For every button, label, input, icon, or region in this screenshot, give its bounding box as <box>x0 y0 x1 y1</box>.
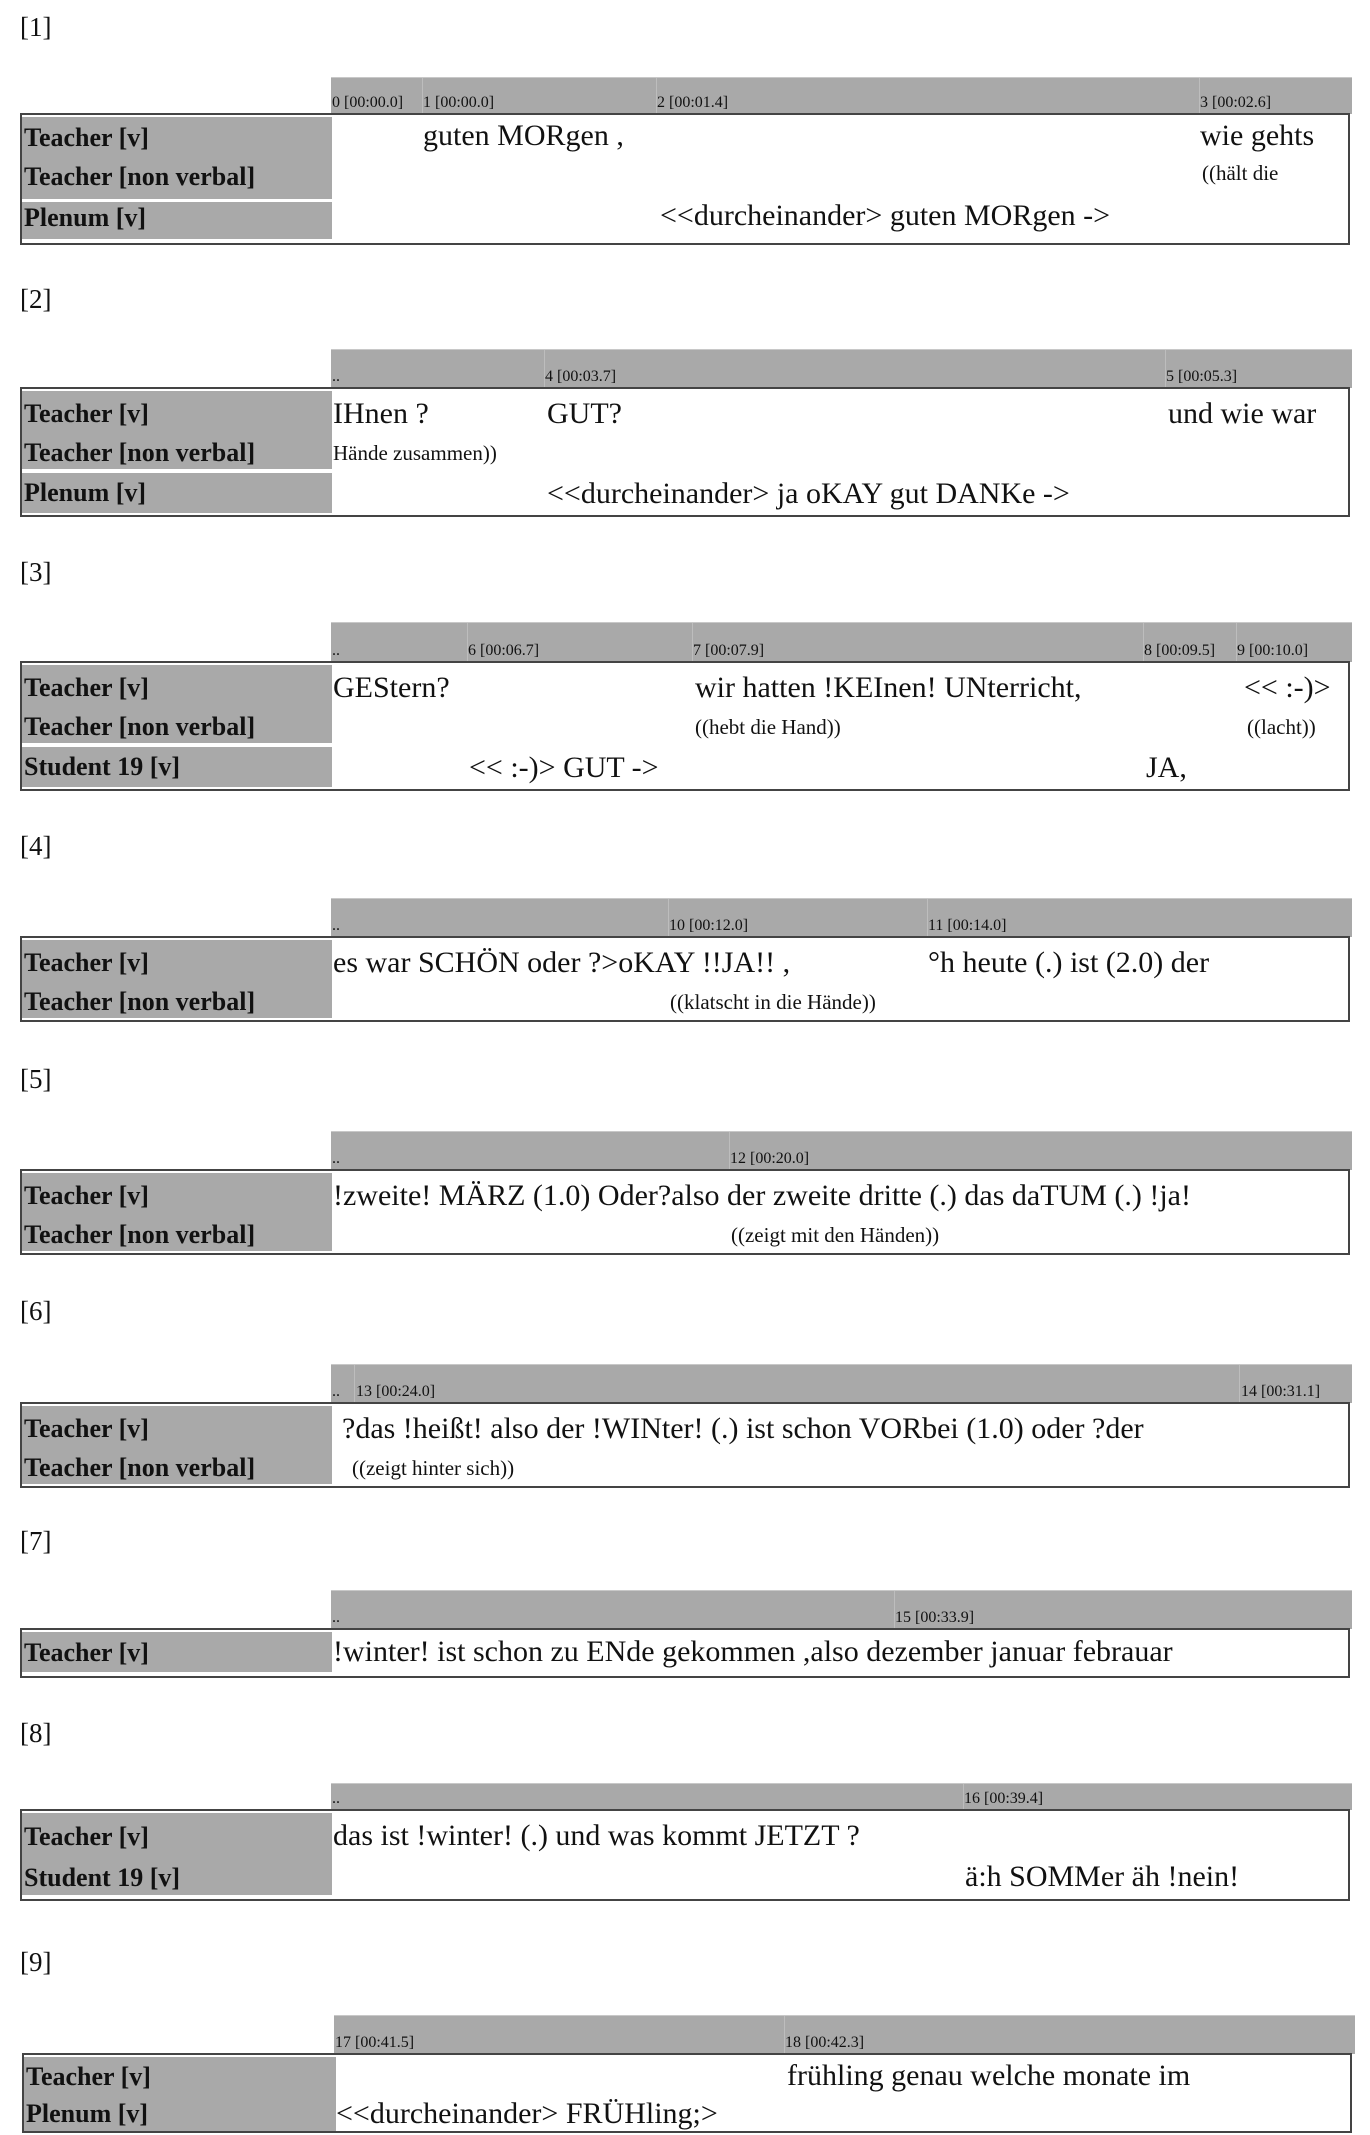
tier-label: Plenum [v] <box>24 478 147 507</box>
tier-label: Teacher [non verbal] <box>24 438 256 467</box>
timeline-header <box>331 1590 1352 1629</box>
timeline-tick: 13 [00:24.0] <box>356 1383 436 1400</box>
nonverbal-event: ((klatscht in die Hände)) <box>670 990 876 1014</box>
timeline-tick: 7 [00:07.9] <box>693 642 765 659</box>
segment-number: [9] <box>20 1947 52 1977</box>
timeline-tick: 9 [00:10.0] <box>1237 642 1309 659</box>
verbal-event: das ist !winter! (.) und was kommt JETZT ? <box>333 1819 860 1852</box>
timeline-tick: .. <box>332 1609 340 1626</box>
timeline-header <box>331 349 1352 388</box>
verbal-event: !zweite! MÄRZ (1.0) Oder?also der zweite dritte (.) das daTUM (.) !ja! <box>333 1179 1191 1212</box>
tier-label: Teacher [v] <box>26 2062 151 2091</box>
partitur-block <box>22 2053 1352 2133</box>
nonverbal-event: ((hält die <box>1202 161 1279 185</box>
segment-number: [2] <box>20 284 52 314</box>
tier-label: Teacher [v] <box>24 948 149 977</box>
nonverbal-event: ((lacht)) <box>1247 715 1316 739</box>
segment-number: [1] <box>20 12 52 42</box>
timeline-tick: .. <box>332 368 340 385</box>
verbal-event: <<durcheinander> ja oKAY gut DANKe -> <box>547 477 1070 510</box>
timeline-tick: 17 [00:41.5] <box>335 2034 415 2051</box>
timeline-tick: 11 [00:14.0] <box>928 917 1007 934</box>
timeline-tick: 8 [00:09.5] <box>1144 642 1216 659</box>
timeline-header <box>331 622 1352 662</box>
timeline-tick: 10 [00:12.0] <box>669 917 749 934</box>
timeline-header <box>331 1783 1352 1810</box>
verbal-event: es war SCHÖN oder ?>oKAY !!JA!! , <box>333 946 791 979</box>
timeline-tick: 4 [00:03.7] <box>545 368 617 385</box>
timeline-tick: 16 [00:39.4] <box>964 1790 1044 1807</box>
tier-label: Teacher [v] <box>24 123 149 152</box>
partitur-block <box>20 936 1350 1022</box>
timeline-tick: 1 [00:00.0] <box>423 94 495 111</box>
timeline-header <box>331 77 1352 114</box>
partitur-block <box>20 1169 1350 1255</box>
tier-label: Teacher [non verbal] <box>24 987 256 1016</box>
timeline-tick: .. <box>332 1790 340 1807</box>
tier-label: Teacher [v] <box>24 1414 149 1443</box>
segment-number: [3] <box>20 557 52 587</box>
tier-label: Teacher [non verbal] <box>24 162 256 191</box>
verbal-event: <<durcheinander> guten MORgen -> <box>660 199 1111 232</box>
timeline-tick: 0 [00:00.0] <box>332 94 404 111</box>
verbal-event: GEStern? <box>333 671 450 704</box>
verbal-event: IHnen ? <box>333 397 429 430</box>
partitur-block <box>20 1809 1350 1901</box>
verbal-event: ä:h SOMMer äh !nein! <box>965 1860 1240 1893</box>
partitur-block <box>20 1628 1350 1678</box>
segment-number: [7] <box>20 1526 52 1556</box>
timeline-tick: 6 [00:06.7] <box>468 642 540 659</box>
verbal-event: guten MORgen , <box>423 119 624 152</box>
nonverbal-event: ((hebt die Hand)) <box>695 715 841 739</box>
timeline-tick: .. <box>332 1383 340 1400</box>
timeline-tick: 15 [00:33.9] <box>895 1609 975 1626</box>
tier-label: Student 19 [v] <box>24 1863 181 1892</box>
verbal-event: °h heute (.) ist (2.0) der <box>928 946 1210 979</box>
timeline-divider <box>1239 1365 1240 1403</box>
segment-number: [5] <box>20 1064 52 1094</box>
tier-label: Teacher [v] <box>24 1181 149 1210</box>
partitur-block <box>20 661 1350 791</box>
timeline-tick: 2 [00:01.4] <box>657 94 729 111</box>
verbal-event: !winter! ist schon zu ENde gekommen ,also dezember januar febrauar <box>333 1635 1173 1668</box>
partitur-block <box>20 1402 1350 1488</box>
verbal-event: GUT? <box>547 397 622 430</box>
tier-label: Teacher [v] <box>24 1822 149 1851</box>
nonverbal-event: ((zeigt mit den Händen)) <box>731 1223 940 1247</box>
tier-label: Plenum [v] <box>26 2099 149 2128</box>
timeline-header <box>331 898 1352 937</box>
timeline-tick: 5 [00:05.3] <box>1166 368 1238 385</box>
segment-number: [6] <box>20 1296 52 1326</box>
timeline-tick: .. <box>332 1150 340 1167</box>
tier-label: Plenum [v] <box>24 203 147 232</box>
segment-number: [4] <box>20 831 52 861</box>
timeline-divider <box>354 1365 355 1403</box>
nonverbal-event: Hände zusammen)) <box>333 441 497 465</box>
tier-label: Teacher [non verbal] <box>24 1220 256 1249</box>
timeline-tick: 14 [00:31.1] <box>1241 1383 1321 1400</box>
timeline-tick: .. <box>332 642 340 659</box>
verbal-event: wir hatten !KEInen! UNterricht, <box>695 671 1082 704</box>
verbal-event: wie gehts <box>1200 119 1315 152</box>
timeline-header <box>331 1131 1352 1170</box>
verbal-event: << :-)> GUT -> <box>469 751 659 784</box>
timeline-tick: .. <box>332 917 340 934</box>
verbal-event: JA, <box>1146 751 1187 784</box>
segment-number: [8] <box>20 1718 52 1748</box>
verbal-event: << :-)> <box>1244 671 1331 704</box>
verbal-event: frühling genau welche monate im <box>787 2059 1191 2092</box>
timeline-header <box>334 2015 1355 2054</box>
partitur-block <box>20 113 1350 245</box>
tier-label: Teacher [non verbal] <box>24 1453 256 1482</box>
partitur-block <box>20 387 1350 517</box>
nonverbal-event: ((zeigt hinter sich)) <box>352 1456 515 1480</box>
tier-label: Teacher [v] <box>24 673 149 702</box>
timeline-tick: 12 [00:20.0] <box>730 1150 810 1167</box>
verbal-event: ?das !heißt! also der !WINter! (.) ist schon VORbei (1.0) oder ?der <box>342 1412 1144 1445</box>
tier-label: Teacher [v] <box>24 399 149 428</box>
tier-label: Teacher [non verbal] <box>24 712 256 741</box>
timeline-header <box>331 1364 1352 1403</box>
timeline-tick: 18 [00:42.3] <box>785 2034 865 2051</box>
tier-label: Teacher [v] <box>24 1638 149 1667</box>
verbal-event: <<durcheinander> FRÜHling;> <box>336 2097 718 2130</box>
tier-label: Student 19 [v] <box>24 752 181 781</box>
timeline-tick: 3 [00:02.6] <box>1200 94 1272 111</box>
verbal-event: und wie war <box>1168 397 1317 430</box>
